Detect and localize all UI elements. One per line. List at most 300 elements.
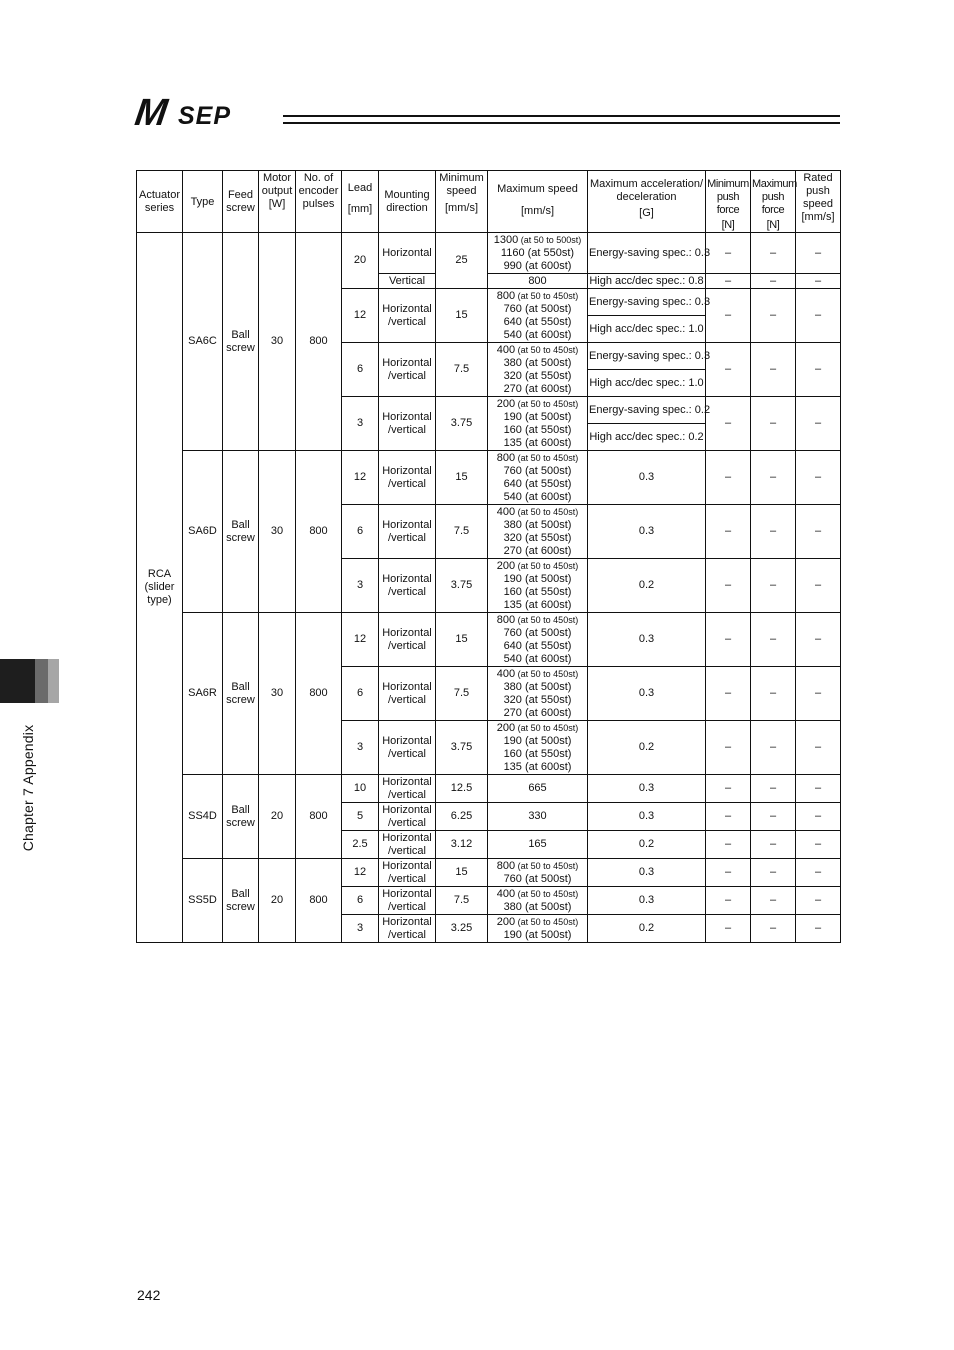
speed-stroke-note: (at 50 to 450st) [515, 916, 579, 927]
feed-screw-cell: Ball screw [223, 859, 259, 943]
speed-value: 270 (at 600st) [503, 544, 572, 557]
minimum-speed-cell: 15 [436, 859, 488, 887]
header-motor-output: Motor output [W] [259, 171, 296, 233]
minimum-push-force-cell: – [706, 667, 751, 721]
lead-cell: 12 [342, 859, 379, 887]
max-acceleration-cell: 0.3 [588, 859, 706, 887]
mounting-direction-cell: Horizontal [379, 233, 436, 274]
minimum-speed-cell: 3.25 [436, 915, 488, 943]
rated-push-speed-cell: – [796, 343, 841, 397]
svg-text:M: M [132, 91, 171, 134]
maximum-speed-cell [488, 505, 588, 559]
minimum-speed-cell: 3.75 [436, 397, 488, 451]
minimum-push-force-cell: – [706, 775, 751, 803]
speed-value: 165 [528, 838, 547, 850]
header-rule [283, 115, 840, 117]
feed-screw-cell: Ball screw [223, 775, 259, 859]
header-minimum-speed: Minimum speed [mm/s] [436, 171, 488, 233]
minimum-push-force-cell: – [706, 887, 751, 915]
rated-push-speed-cell: – [796, 233, 841, 274]
table-row [137, 451, 841, 505]
speed-value: 190 (at 500st) [503, 928, 572, 941]
header-minimum-push-force: Minimum push force [N] [706, 171, 751, 233]
maximum-push-force-cell: – [751, 915, 796, 943]
speed-line [489, 761, 586, 774]
header-feed-screw: Feed screw [223, 171, 259, 233]
minimum-speed-cell: 15 [436, 289, 488, 343]
maximum-speed-cell [488, 559, 588, 613]
speed-line [489, 532, 586, 545]
speed-value: 160 (at 550st) [503, 585, 572, 598]
speed-value: 640 (at 550st) [503, 477, 572, 490]
maximum-push-force-cell: – [751, 397, 796, 451]
maximum-push-force-cell: – [751, 559, 796, 613]
speed-line [489, 398, 586, 411]
encoder-pulses-cell: 800 [296, 451, 342, 613]
table-row [137, 859, 841, 887]
rated-push-speed-cell: – [796, 613, 841, 667]
speed-line [489, 694, 586, 707]
speed-line [489, 465, 586, 478]
minimum-speed-cell: 15 [436, 613, 488, 667]
speed-value: 270 (at 600st) [503, 382, 572, 395]
page-number: 242 [137, 1287, 161, 1303]
max-acceleration-cell: 0.3 [588, 451, 706, 505]
lead-cell: 12 [342, 451, 379, 505]
actuator-series-cell: RCA (slider type) [137, 233, 183, 943]
spec-table-body [137, 233, 841, 943]
lead-cell: 20 [342, 233, 379, 289]
maximum-speed-cell [488, 775, 588, 803]
speed-value: 380 (at 500st) [503, 680, 572, 693]
feed-screw-cell: Ball screw [223, 233, 259, 451]
lead-cell: 3 [342, 721, 379, 775]
minimum-speed-cell: 12.5 [436, 775, 488, 803]
max-acceleration-cell: Energy-saving spec.: 0.2 [588, 397, 706, 424]
speed-value: 1160 (at 550st) [500, 246, 575, 259]
speed-line [489, 275, 586, 288]
speed-value: 190 (at 500st) [503, 734, 572, 747]
minimum-push-force-cell: – [706, 343, 751, 397]
speed-line [489, 478, 586, 491]
lead-cell: 10 [342, 775, 379, 803]
feed-screw-cell: Ball screw [223, 613, 259, 775]
header-rule [283, 122, 840, 124]
max-acceleration-cell: 0.3 [588, 803, 706, 831]
minimum-speed-cell: 7.5 [436, 343, 488, 397]
maximum-push-force-cell: – [751, 613, 796, 667]
minimum-speed-cell: 3.12 [436, 831, 488, 859]
speed-value: 320 (at 550st) [503, 531, 572, 544]
speed-line [489, 901, 586, 914]
max-acceleration-cell: High acc/dec spec.: 0.8 [589, 274, 704, 287]
maximum-speed-cell [488, 721, 588, 775]
lead-cell: 6 [342, 343, 379, 397]
speed-value: 380 (at 500st) [503, 900, 572, 913]
speed-line [489, 357, 586, 370]
speed-value: 640 (at 550st) [503, 639, 572, 652]
max-acceleration-cell: 0.3 [588, 613, 706, 667]
rated-push-speed-cell: – [796, 274, 841, 289]
speed-line [489, 916, 586, 929]
minimum-push-force-cell: – [706, 397, 751, 451]
minimum-push-force-cell: – [706, 559, 751, 613]
speed-line [489, 735, 586, 748]
speed-value: 760 (at 500st) [503, 464, 572, 477]
mounting-direction-cell: Horizontal /vertical [379, 559, 436, 613]
speed-line [489, 668, 586, 681]
speed-value: 400 [496, 667, 516, 680]
speed-line [489, 260, 586, 273]
max-acceleration-cell: 0.3 [588, 667, 706, 721]
rated-push-speed-cell: – [796, 803, 841, 831]
lead-cell: 2.5 [342, 831, 379, 859]
lead-cell: 5 [342, 803, 379, 831]
speed-line [489, 838, 586, 851]
maximum-push-force-cell: – [751, 667, 796, 721]
speed-line [489, 491, 586, 504]
rated-push-speed-cell: – [796, 559, 841, 613]
speed-value: 135 (at 600st) [503, 436, 572, 449]
maximum-push-force-cell: – [751, 274, 796, 289]
chapter-label: Chapter 7 Appendix [20, 724, 36, 852]
speed-value: 400 [496, 887, 516, 900]
speed-value: 800 [528, 274, 547, 287]
rated-push-speed-cell: – [796, 397, 841, 451]
mounting-direction-cell: Vertical [379, 274, 436, 289]
type-cell: SS5D [183, 859, 223, 943]
rated-push-speed-cell: – [796, 721, 841, 775]
max-acceleration-cell: 0.2 [588, 559, 706, 613]
maximum-speed-cell [488, 397, 588, 451]
speed-line [489, 424, 586, 437]
max-acceleration-cell: High acc/dec spec.: 1.0 [588, 316, 706, 343]
speed-line [489, 506, 586, 519]
minimum-push-force-cell: – [706, 233, 751, 274]
minimum-push-force-cell: – [706, 505, 751, 559]
speed-stroke-note: (at 50 to 450st) [515, 506, 579, 517]
mounting-direction-cell: Horizontal /vertical [379, 667, 436, 721]
speed-line [489, 519, 586, 532]
rated-push-speed-cell: – [796, 451, 841, 505]
minimum-speed-cell: 25 [436, 233, 488, 289]
header-encoder-pulses: No. of encoder pulses [296, 171, 342, 233]
table-row [137, 775, 841, 803]
type-cell: SA6R [183, 613, 223, 775]
speed-line [489, 234, 586, 247]
speed-line [489, 560, 586, 573]
speed-value: 320 (at 550st) [503, 693, 572, 706]
speed-value: 135 (at 600st) [503, 760, 572, 773]
minimum-push-force-cell: – [706, 831, 751, 859]
speed-value: 200 [496, 915, 516, 928]
speed-value: 330 [528, 810, 547, 822]
speed-value: 400 [496, 505, 516, 518]
rated-push-speed-cell: – [796, 831, 841, 859]
encoder-pulses-cell: 800 [296, 613, 342, 775]
speed-value: 200 [496, 397, 516, 410]
speed-value: 190 (at 500st) [503, 572, 572, 585]
header-lead: Lead [mm] [342, 171, 379, 233]
maximum-speed-cell [488, 289, 588, 343]
lead-cell: 6 [342, 667, 379, 721]
speed-value: 800 [496, 859, 516, 872]
header-max-acceleration: Maximum acceleration/ deceleration [G] [588, 171, 706, 233]
maximum-speed-cell [488, 887, 588, 915]
speed-value: 380 (at 500st) [503, 356, 572, 369]
max-acceleration-cell: 0.2 [588, 915, 706, 943]
maximum-speed-cell [488, 233, 588, 274]
rated-push-speed-cell: – [796, 775, 841, 803]
encoder-pulses-cell: 800 [296, 859, 342, 943]
speed-value: 760 (at 500st) [503, 872, 572, 885]
speed-stroke-note: (at 50 to 450st) [515, 668, 579, 679]
speed-value: 1300 [493, 233, 519, 246]
maximum-speed-cell [488, 915, 588, 943]
max-acceleration-cell: 0.3 [588, 775, 706, 803]
speed-value: 380 (at 500st) [503, 518, 572, 531]
speed-line [489, 290, 586, 303]
speed-line [489, 614, 586, 627]
speed-stroke-note: (at 50 to 450st) [515, 722, 579, 733]
speed-value: 990 (at 600st) [503, 259, 572, 272]
maximum-push-force-cell: – [751, 859, 796, 887]
minimum-speed-cell: 6.25 [436, 803, 488, 831]
speed-value: 270 (at 600st) [503, 706, 572, 719]
rated-push-speed-cell: – [796, 915, 841, 943]
speed-line [489, 722, 586, 735]
speed-value: 200 [496, 559, 516, 572]
maximum-push-force-cell: – [751, 887, 796, 915]
motor-output-cell: 30 [259, 451, 296, 613]
speed-value: 540 (at 600st) [503, 652, 572, 665]
max-acceleration-cell: 0.2 [588, 721, 706, 775]
speed-line [489, 860, 586, 873]
svg-text:SEP: SEP [178, 102, 232, 130]
minimum-push-force-cell: – [706, 915, 751, 943]
mounting-direction-cell: Horizontal /vertical [379, 451, 436, 505]
speed-stroke-note: (at 50 to 450st) [515, 560, 579, 571]
maximum-speed-cell [488, 831, 588, 859]
type-cell: SS4D [183, 775, 223, 859]
mounting-direction-cell: Horizontal /vertical [379, 887, 436, 915]
rated-push-speed-cell: – [796, 667, 841, 721]
header-type: Type [183, 171, 223, 233]
mounting-direction-cell: Horizontal /vertical [379, 803, 436, 831]
speed-line [489, 929, 586, 942]
speed-value: 160 (at 550st) [503, 423, 572, 436]
encoder-pulses-cell: 800 [296, 775, 342, 859]
speed-value: 320 (at 550st) [503, 369, 572, 382]
minimum-speed-cell: 7.5 [436, 505, 488, 559]
minimum-push-force-cell: – [706, 289, 751, 343]
lead-cell: 6 [342, 505, 379, 559]
rated-push-speed-cell: – [796, 887, 841, 915]
speed-line [489, 810, 586, 823]
speed-value: 400 [496, 343, 516, 356]
motor-output-cell: 20 [259, 775, 296, 859]
speed-line [489, 303, 586, 316]
speed-line [489, 873, 586, 886]
speed-line [489, 344, 586, 357]
max-acceleration-cell: 0.3 [588, 887, 706, 915]
max-acceleration-cell: High acc/dec spec.: 0.2 [588, 424, 706, 451]
speed-value: 760 (at 500st) [503, 626, 572, 639]
type-cell: SA6C [183, 233, 223, 451]
mounting-direction-cell: Horizontal /vertical [379, 505, 436, 559]
motor-output-cell: 30 [259, 233, 296, 451]
table-row [137, 613, 841, 667]
minimum-push-force-cell: – [706, 803, 751, 831]
speed-line [489, 370, 586, 383]
speed-line [489, 599, 586, 612]
encoder-pulses-cell: 800 [296, 233, 342, 451]
speed-stroke-note: (at 50 to 450st) [515, 452, 579, 463]
maximum-push-force-cell: – [751, 803, 796, 831]
mounting-direction-cell: Horizontal /vertical [379, 859, 436, 887]
speed-line [489, 653, 586, 666]
header-maximum-push-force: Maximum push force [N] [751, 171, 796, 233]
minimum-push-force-cell: – [706, 274, 751, 289]
type-cell: SA6D [183, 451, 223, 613]
mounting-direction-cell: Horizontal /vertical [379, 831, 436, 859]
max-acceleration-cell: Energy-saving spec.: 0.3 [588, 233, 706, 274]
chapter-tab-marker [48, 659, 59, 703]
speed-value: 640 (at 550st) [503, 315, 572, 328]
mounting-direction-cell: Horizontal /vertical [379, 721, 436, 775]
speed-line [489, 573, 586, 586]
maximum-speed-cell [488, 667, 588, 721]
mounting-direction-cell: Horizontal /vertical [379, 613, 436, 667]
speed-line [489, 247, 586, 260]
minimum-push-force-cell: – [706, 859, 751, 887]
speed-line [489, 383, 586, 396]
minimum-speed-cell: 7.5 [436, 667, 488, 721]
speed-line [489, 640, 586, 653]
speed-line [489, 782, 586, 795]
mounting-direction-cell: Horizontal /vertical [379, 915, 436, 943]
mounting-direction-cell: Horizontal /vertical [379, 289, 436, 343]
chapter-tab-marker [0, 659, 35, 703]
speed-stroke-note: (at 50 to 500st) [518, 234, 582, 245]
max-acceleration-cell: 0.3 [588, 505, 706, 559]
speed-line [489, 888, 586, 901]
actuator-spec-table [136, 170, 841, 943]
speed-value: 760 (at 500st) [503, 302, 572, 315]
maximum-push-force-cell: – [751, 233, 796, 274]
speed-stroke-note: (at 50 to 450st) [515, 398, 579, 409]
lead-cell: 3 [342, 915, 379, 943]
max-acceleration-cell: High acc/dec spec.: 1.0 [588, 370, 706, 397]
speed-line [489, 437, 586, 450]
speed-value: 800 [496, 289, 516, 302]
speed-value: 200 [496, 721, 516, 734]
minimum-speed-cell: 3.75 [436, 559, 488, 613]
minimum-speed-cell: 3.75 [436, 721, 488, 775]
max-acceleration-cell: Energy-saving spec.: 0.3 [588, 343, 706, 370]
speed-value: 800 [496, 613, 516, 626]
speed-line [489, 452, 586, 465]
speed-line [489, 316, 586, 329]
header-actuator-series: Actuator series [137, 171, 183, 233]
lead-cell: 3 [342, 559, 379, 613]
maximum-push-force-cell: – [751, 721, 796, 775]
speed-stroke-note: (at 50 to 450st) [515, 888, 579, 899]
maximum-speed-cell [488, 274, 588, 289]
header-row [137, 171, 841, 233]
lead-cell: 3 [342, 397, 379, 451]
maximum-speed-cell [488, 803, 588, 831]
chapter-tab-marker [35, 659, 48, 703]
speed-value: 665 [528, 782, 547, 794]
speed-line [489, 627, 586, 640]
minimum-speed-cell: 7.5 [436, 887, 488, 915]
header-rated-push-speed: Rated push speed [mm/s] [796, 171, 841, 233]
maximum-speed-cell [488, 343, 588, 397]
speed-line [489, 545, 586, 558]
speed-line [489, 707, 586, 720]
feed-screw-cell: Ball screw [223, 451, 259, 613]
speed-line [489, 681, 586, 694]
speed-value: 135 (at 600st) [503, 598, 572, 611]
lead-cell: 6 [342, 887, 379, 915]
speed-value: 160 (at 550st) [503, 747, 572, 760]
maximum-speed-cell [488, 613, 588, 667]
maximum-push-force-cell: – [751, 505, 796, 559]
speed-line [489, 586, 586, 599]
speed-value: 540 (at 600st) [503, 490, 572, 503]
minimum-speed-cell: 15 [436, 451, 488, 505]
minimum-push-force-cell: – [706, 721, 751, 775]
speed-value: 540 (at 600st) [503, 328, 572, 341]
speed-stroke-note: (at 50 to 450st) [515, 860, 579, 871]
maximum-speed-cell [488, 451, 588, 505]
speed-stroke-note: (at 50 to 450st) [515, 614, 579, 625]
speed-stroke-note: (at 50 to 450st) [515, 344, 579, 355]
msep-logo [132, 91, 274, 134]
table-row [137, 233, 841, 274]
header-mounting-direction: Mounting direction [379, 171, 436, 233]
motor-output-cell: 30 [259, 613, 296, 775]
speed-value: 800 [496, 451, 516, 464]
speed-line [489, 329, 586, 342]
rated-push-speed-cell: – [796, 505, 841, 559]
max-acceleration-cell: Energy-saving spec.: 0.3 [588, 289, 706, 316]
speed-value: 190 (at 500st) [503, 410, 572, 423]
header-maximum-speed: Maximum speed [mm/s] [488, 171, 588, 233]
max-acceleration-cell: 0.2 [588, 831, 706, 859]
maximum-push-force-cell: – [751, 775, 796, 803]
mounting-direction-cell: Horizontal /vertical [379, 397, 436, 451]
motor-output-cell: 20 [259, 859, 296, 943]
maximum-push-force-cell: – [751, 451, 796, 505]
lead-cell: 12 [342, 289, 379, 343]
lead-cell: 12 [342, 613, 379, 667]
mounting-direction-cell: Horizontal /vertical [379, 775, 436, 803]
speed-stroke-note: (at 50 to 450st) [515, 290, 579, 301]
speed-line [489, 748, 586, 761]
minimum-push-force-cell: – [706, 613, 751, 667]
maximum-push-force-cell: – [751, 343, 796, 397]
mounting-direction-cell: Horizontal /vertical [379, 343, 436, 397]
maximum-push-force-cell: – [751, 289, 796, 343]
speed-line [489, 411, 586, 424]
rated-push-speed-cell: – [796, 859, 841, 887]
maximum-speed-cell [488, 859, 588, 887]
minimum-push-force-cell: – [706, 451, 751, 505]
maximum-push-force-cell: – [751, 831, 796, 859]
rated-push-speed-cell: – [796, 289, 841, 343]
